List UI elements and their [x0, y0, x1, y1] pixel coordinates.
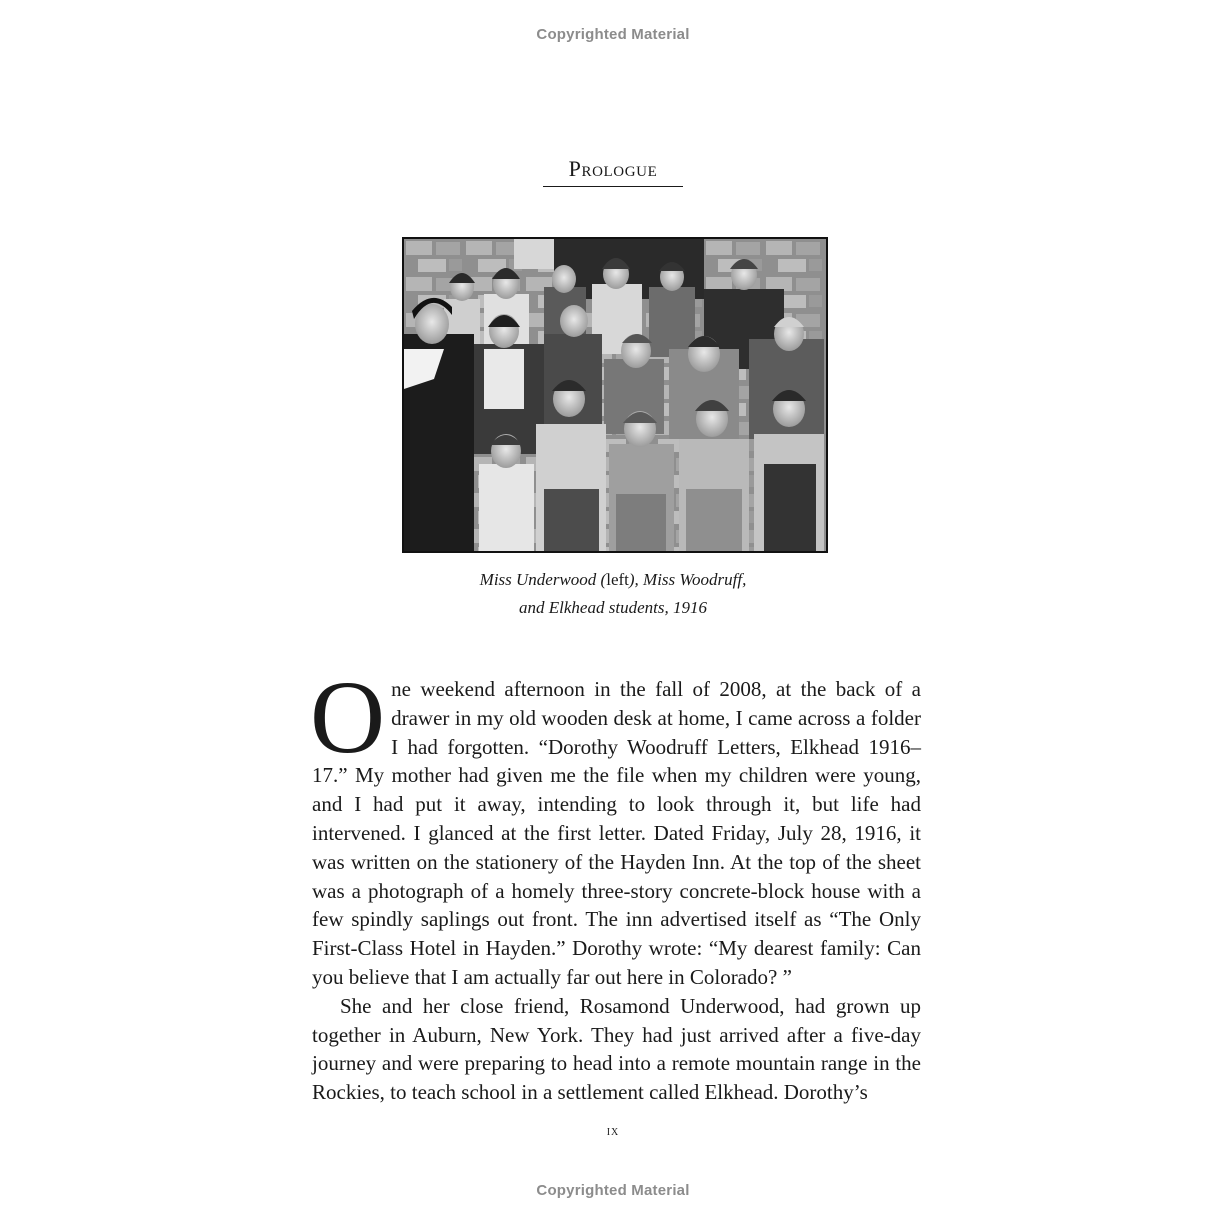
chapter-title: Prologue — [543, 156, 684, 187]
paragraph-1-text: ne weekend afternoon in the fall of 2008, at the back of a drawer in my old wooden desk at home, I came across a folder I had forgotten. “Dorothy Woodruff Letters, Elkhead 1916–17.” My mother had given me the file when my children were young, and I had put it away, intending to look through it, but life had intervened. I glanced at the first letter. Dated Friday, July 28, 1916, it was written on the stationery of the Hayden Inn. At the top of the sheet was a photograph of a homely three-story concrete-block house with a few spindly saplings out front. The inn advertised itself as “The Only First-Class Hotel in Hayden.” Dorothy wrote: “My dearest family: Can you believe that I am actually far out here in Colorado? ” — [312, 677, 921, 989]
drop-cap: O — [310, 660, 386, 775]
page-number: ix — [606, 1124, 620, 1139]
caption-line-2: and Elkhead students, 1916 — [519, 598, 707, 617]
historical-photo — [402, 237, 828, 553]
group-photo-illustration — [404, 239, 826, 551]
paragraph-2: She and her close friend, Rosamond Underwood, had grown up together in Auburn, New York. They had just arrived after a five-day journey and were preparing to head into a remote mountain range in the Rockies, to teach school in a settlement called Elkhead. Dorothy’s — [312, 993, 921, 1105]
caption-left-word: left — [606, 570, 629, 589]
copyright-watermark-bottom: Copyrighted Material — [536, 1182, 690, 1199]
caption-text: ), Miss Woodruff, — [628, 570, 747, 589]
chapter-heading — [0, 156, 1226, 187]
paragraph-1 — [310, 660, 921, 992]
body-text — [310, 660, 921, 1107]
caption-line-1 — [0, 566, 1226, 594]
caption-text: Miss Underwood ( — [479, 570, 607, 589]
copyright-watermark-top: Copyrighted Material — [536, 26, 690, 43]
photo-caption — [0, 566, 1226, 622]
teacher-figure — [404, 298, 474, 551]
